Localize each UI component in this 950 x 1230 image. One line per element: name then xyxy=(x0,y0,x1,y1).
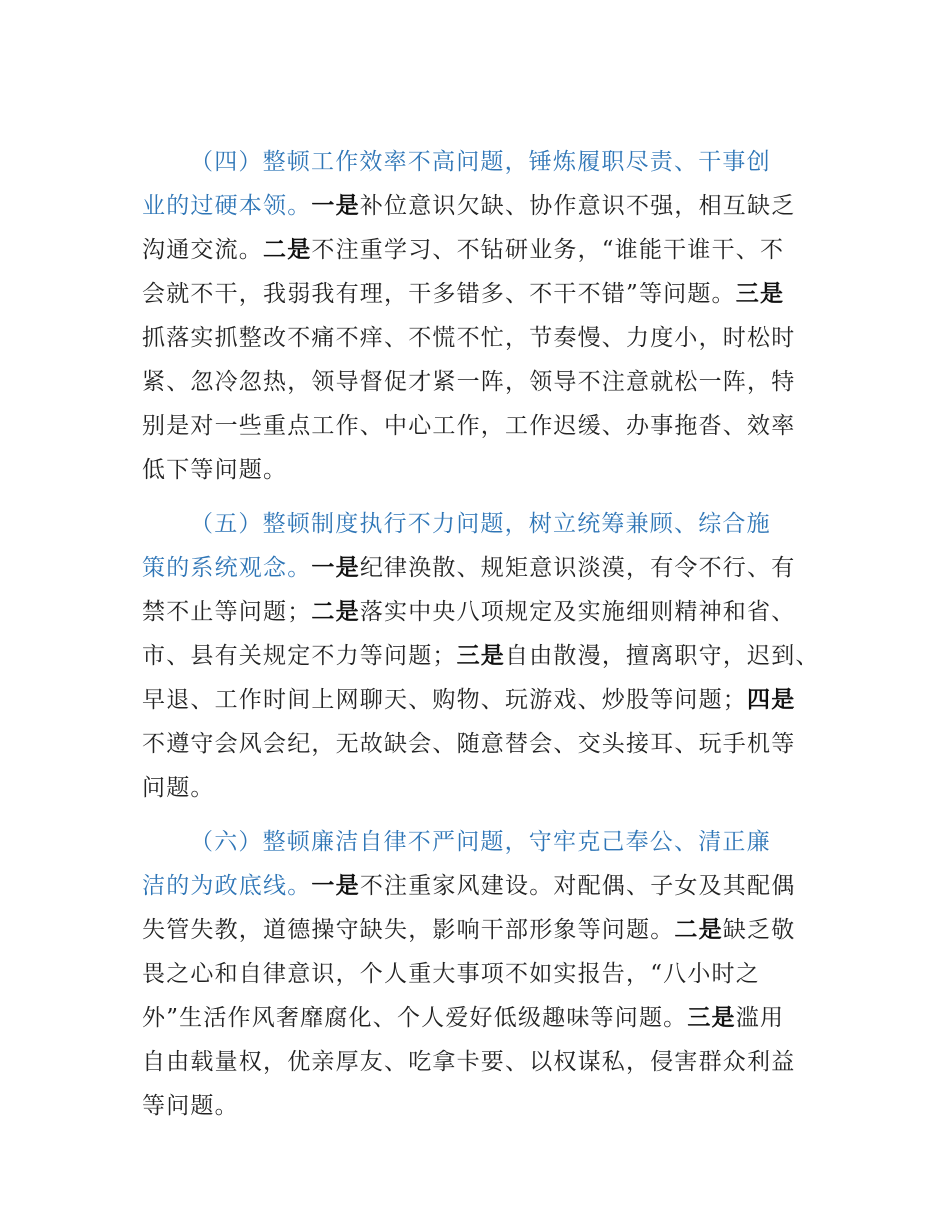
body-text: 低下等问题。 xyxy=(142,457,288,483)
point-marker: 二是 xyxy=(311,598,360,625)
paragraph-line xyxy=(142,952,822,996)
body-text: 沟通交流。 xyxy=(142,237,263,263)
paragraph-line xyxy=(142,272,822,316)
body-text: 不注重学习、不钻研业务，“谁能干谁干、不 xyxy=(311,237,785,263)
point-marker: 四是 xyxy=(747,686,796,713)
paragraph-line xyxy=(142,546,822,590)
paragraph-line xyxy=(142,1084,822,1128)
body-text: 自由散漫，擅离职守，迟到、 xyxy=(505,643,820,669)
body-text: 滥用 xyxy=(735,1005,785,1031)
paragraph-line xyxy=(142,634,822,678)
section-heading-line xyxy=(142,502,822,546)
section-heading-cont: 策的系统观念。 xyxy=(142,555,312,581)
body-text: 等问题。 xyxy=(142,1093,239,1119)
section-heading-line xyxy=(142,140,822,184)
point-marker: 一是 xyxy=(311,554,360,581)
point-marker: 三是 xyxy=(456,642,506,669)
paragraph-line xyxy=(142,448,822,492)
body-text: 缺乏敬 xyxy=(722,917,796,943)
body-text: 禁不止等问题； xyxy=(142,599,312,625)
body-text: 落实中央八项规定及实施细则精神和省、 xyxy=(359,599,796,625)
section-5 xyxy=(142,502,822,810)
body-text: 不遵守会风会纪，无故缺会、随意替会、交头接耳、玩手机等 xyxy=(142,731,796,757)
section-6 xyxy=(142,820,822,1128)
body-text: 抓落实抓整改不痛不痒、不慌不忙，节奏慢、力度小，时松时 xyxy=(142,325,796,351)
section-heading-line xyxy=(142,820,822,864)
point-marker: 三是 xyxy=(687,1004,736,1031)
body-text: 会就不干，我弱我有理，干多错多、不干不错”等问题。 xyxy=(142,281,736,307)
body-text: 失管失教，道德操守缺失，影响干部形象等问题。 xyxy=(142,917,675,943)
body-text: 自由载量权，优亲厚友、吃拿卡要、以权谋私，侵害群众利益 xyxy=(142,1049,796,1075)
body-text: 外”生活作风奢靡腐化、个人爱好低级趣味等问题。 xyxy=(142,1005,688,1031)
section-heading-cont: 业的过硬本领。 xyxy=(142,193,312,219)
body-text: 紧、忽冷忽热，领导督促才紧一阵，领导不注意就松一阵，特 xyxy=(142,369,796,395)
body-text: 畏之心和自律意识，个人重大事项不如实报告，“八小时之 xyxy=(142,961,760,987)
paragraph-line xyxy=(142,360,822,404)
paragraph-line xyxy=(142,722,822,766)
body-text: 别是对一些重点工作、中心工作，工作迟缓、办事拖沓、效率 xyxy=(142,413,796,439)
paragraph-line xyxy=(142,908,822,952)
paragraph-line xyxy=(142,590,822,634)
section-heading: （五）整顿制度执行不力问题，树立统筹兼顾、综合施 xyxy=(190,511,771,537)
paragraph-line xyxy=(142,1040,822,1084)
section-heading: （四）整顿工作效率不高问题，锤炼履职尽责、干事创 xyxy=(190,149,771,175)
paragraph-line xyxy=(142,404,822,448)
point-marker: 三是 xyxy=(735,280,785,307)
body-text: 早退、工作时间上网聊天、购物、玩游戏、炒股等问题； xyxy=(142,687,747,713)
body-text: 补位意识欠缺、协作意识不强，相互缺乏 xyxy=(359,193,796,219)
body-text: 市、县有关规定不力等问题； xyxy=(142,643,457,669)
paragraph-line xyxy=(142,864,822,908)
section-heading-cont: 洁的为政底线。 xyxy=(142,873,312,899)
body-text: 不注重家风建设。对配偶、子女及其配偶 xyxy=(359,873,796,899)
paragraph-line xyxy=(142,316,822,360)
point-marker: 二是 xyxy=(674,916,723,943)
point-marker: 一是 xyxy=(311,192,360,219)
paragraph-line xyxy=(142,228,822,272)
body-text: 纪律涣散、规矩意识淡漠，有令不行、有 xyxy=(359,555,796,581)
section-heading: （六）整顿廉洁自律不严问题，守牢克己奉公、清正廉 xyxy=(190,829,771,855)
paragraph-line xyxy=(142,996,822,1040)
paragraph-line xyxy=(142,184,822,228)
point-marker: 二是 xyxy=(263,236,312,263)
section-4 xyxy=(142,140,822,492)
paragraph-line xyxy=(142,766,822,810)
point-marker: 一是 xyxy=(311,872,360,899)
paragraph-line xyxy=(142,678,822,722)
body-text: 问题。 xyxy=(142,775,215,801)
